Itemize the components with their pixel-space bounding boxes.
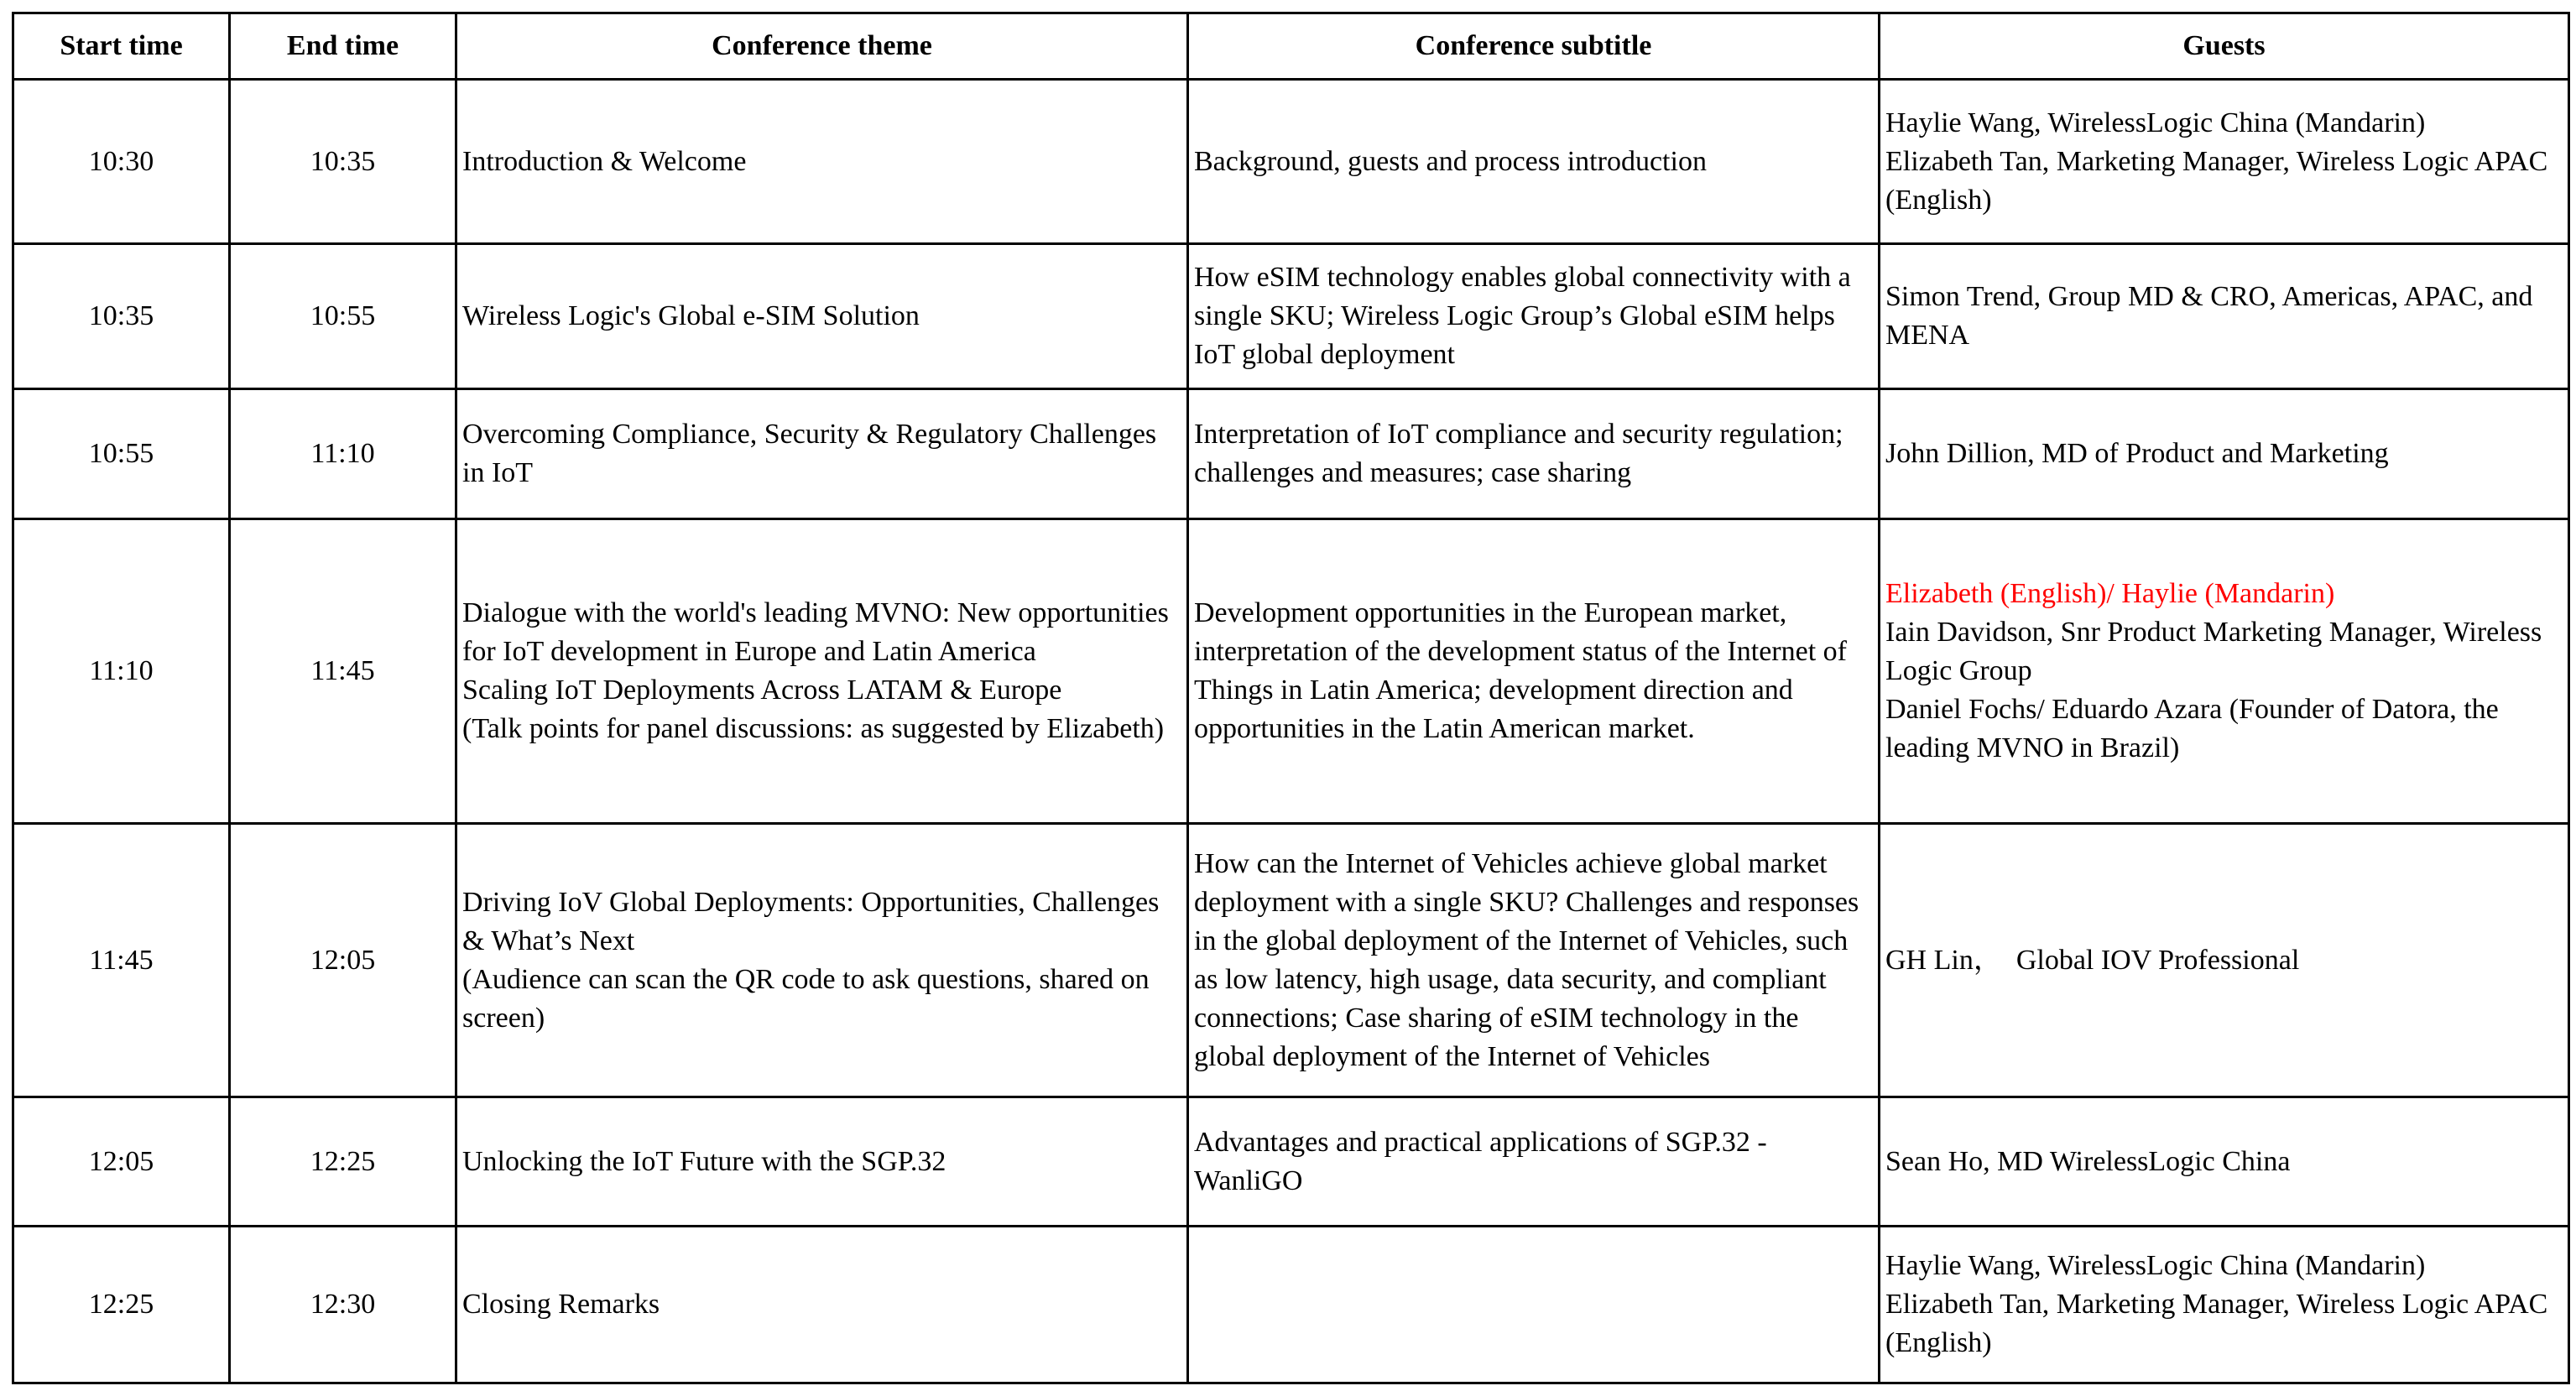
guest-entry: GH Lin， Global IOV Professional bbox=[1885, 944, 2300, 976]
theme-text: Closing Remarks bbox=[462, 1289, 660, 1320]
end-time-cell: 12:30 bbox=[230, 1227, 456, 1383]
theme-text: Scaling IoT Deployments Across LATAM & Europe bbox=[462, 675, 1062, 706]
guest-entry: Haylie Wang, WirelessLogic China (Mandarin) bbox=[1885, 107, 2426, 138]
guests-cell bbox=[1880, 80, 2569, 244]
guests-cell bbox=[1880, 1227, 2569, 1383]
theme-text: Wireless Logic's Global e-SIM Solution bbox=[462, 300, 920, 331]
header-end-time: End time bbox=[230, 13, 456, 80]
end-time-cell: 11:45 bbox=[230, 519, 456, 824]
guests-cell bbox=[1880, 389, 2569, 519]
guest-entry: Elizabeth Tan, Marketing Manager, Wireless Logic APAC (English) bbox=[1885, 1289, 2555, 1358]
subtitle-cell bbox=[1188, 389, 1880, 519]
start-time-cell: 11:10 bbox=[13, 519, 230, 824]
theme-cell bbox=[456, 1227, 1188, 1383]
end-time-cell: 11:10 bbox=[230, 389, 456, 519]
end-time-cell: 12:25 bbox=[230, 1097, 456, 1227]
end-time-cell: 12:05 bbox=[230, 824, 456, 1097]
subtitle-cell bbox=[1188, 824, 1880, 1097]
subtitle-text: Interpretation of IoT compliance and security regulation; challenges and measures; case sharing bbox=[1194, 419, 1851, 488]
guest-entry: Simon Trend, Group MD & CRO, Americas, APAC, and MENA bbox=[1885, 281, 2540, 351]
end-time-cell: 10:55 bbox=[230, 244, 456, 389]
theme-text: (Audience can scan the QR code to ask questions, shared on screen) bbox=[462, 963, 1157, 1034]
subtitle-cell bbox=[1188, 1227, 1880, 1383]
start-time-cell: 12:05 bbox=[13, 1097, 230, 1227]
theme-cell bbox=[456, 80, 1188, 244]
table-row bbox=[13, 80, 2569, 244]
table-row bbox=[13, 389, 2569, 519]
agenda-table bbox=[12, 12, 2570, 1384]
start-time-cell: 12:25 bbox=[13, 1227, 230, 1383]
table-row bbox=[13, 1227, 2569, 1383]
table-row bbox=[13, 1097, 2569, 1227]
guests-cell bbox=[1880, 244, 2569, 389]
guests-cell bbox=[1880, 824, 2569, 1097]
start-time-cell: 10:30 bbox=[13, 80, 230, 244]
table-row bbox=[13, 824, 2569, 1097]
guest-highlight: Elizabeth (English)/ Haylie (Mandarin) bbox=[1885, 578, 2335, 609]
header-conference-theme: Conference theme bbox=[456, 13, 1188, 80]
guest-entry: John Dillion, MD of Product and Marketing bbox=[1885, 438, 2389, 469]
theme-cell bbox=[456, 244, 1188, 389]
theme-text: Overcoming Compliance, Security & Regulatory Challenges in IoT bbox=[462, 419, 1164, 488]
table-row bbox=[13, 244, 2569, 389]
theme-cell bbox=[456, 519, 1188, 824]
subtitle-cell bbox=[1188, 519, 1880, 824]
guests-cell bbox=[1880, 519, 2569, 824]
theme-text: Introduction & Welcome bbox=[462, 145, 747, 177]
theme-cell bbox=[456, 389, 1188, 519]
header-start-time: Start time bbox=[13, 13, 230, 80]
theme-cell bbox=[456, 1097, 1188, 1227]
subtitle-cell bbox=[1188, 80, 1880, 244]
agenda-sheet bbox=[12, 12, 2570, 1384]
theme-text: Driving IoV Global Deployments: Opportunities, Challenges & What’s Next bbox=[462, 886, 1166, 956]
guest-entry: Iain Davidson, Snr Product Marketing Manager, Wireless Logic Group bbox=[1885, 617, 2549, 686]
guest-entry: Daniel Fochs/ Eduardo Azara (Founder of Datora, the leading MVNO in Brazil) bbox=[1885, 694, 2506, 763]
header-conference-subtitle: Conference subtitle bbox=[1188, 13, 1880, 80]
start-time-cell: 11:45 bbox=[13, 824, 230, 1097]
theme-text: (Talk points for panel discussions: as suggested by Elizabeth) bbox=[462, 713, 1165, 744]
subtitle-text: Background, guests and process introduction bbox=[1194, 145, 1707, 177]
guest-entry: Haylie Wang, WirelessLogic China (Mandarin) bbox=[1885, 1250, 2426, 1281]
start-time-cell: 10:35 bbox=[13, 244, 230, 389]
subtitle-cell bbox=[1188, 244, 1880, 389]
theme-cell bbox=[456, 824, 1188, 1097]
guest-entry: Sean Ho, MD WirelessLogic China bbox=[1885, 1145, 2291, 1177]
start-time-cell: 10:55 bbox=[13, 389, 230, 519]
subtitle-text: How eSIM technology enables global connectivity with a single SKU; Wireless Logic Group’s Global eSIM helps IoT global deployment bbox=[1194, 262, 1859, 370]
theme-text: Unlocking the IoT Future with the SGP.32 bbox=[462, 1145, 946, 1177]
subtitle-text: How can the Internet of Vehicles achieve global market deployment with a single SKU? Challenges and responses in the global deployment of the Internet of Vehicles, such as low latency, high usage, data security, and compliant connections; Case sharing of eSIM technology in the global deployment of the Internet of Vehicles bbox=[1194, 847, 1866, 1072]
guest-entry: Elizabeth Tan, Marketing Manager, Wireless Logic APAC (English) bbox=[1885, 145, 2555, 216]
theme-text: Dialogue with the world's leading MVNO: New opportunities for IoT development in Europe and Latin America bbox=[462, 597, 1176, 667]
subtitle-text: Advantages and practical applications of SGP.32 - WanliGO bbox=[1194, 1126, 1774, 1196]
subtitle-cell bbox=[1188, 1097, 1880, 1227]
table-row bbox=[13, 519, 2569, 824]
header-row bbox=[13, 13, 2569, 80]
guests-cell bbox=[1880, 1097, 2569, 1227]
header-guests: Guests bbox=[1880, 13, 2569, 80]
subtitle-text: Development opportunities in the European market, interpretation of the development status of the Internet of Things in Latin America; development direction and opportunities in the Latin American market. bbox=[1194, 597, 1854, 744]
end-time-cell: 10:35 bbox=[230, 80, 456, 244]
